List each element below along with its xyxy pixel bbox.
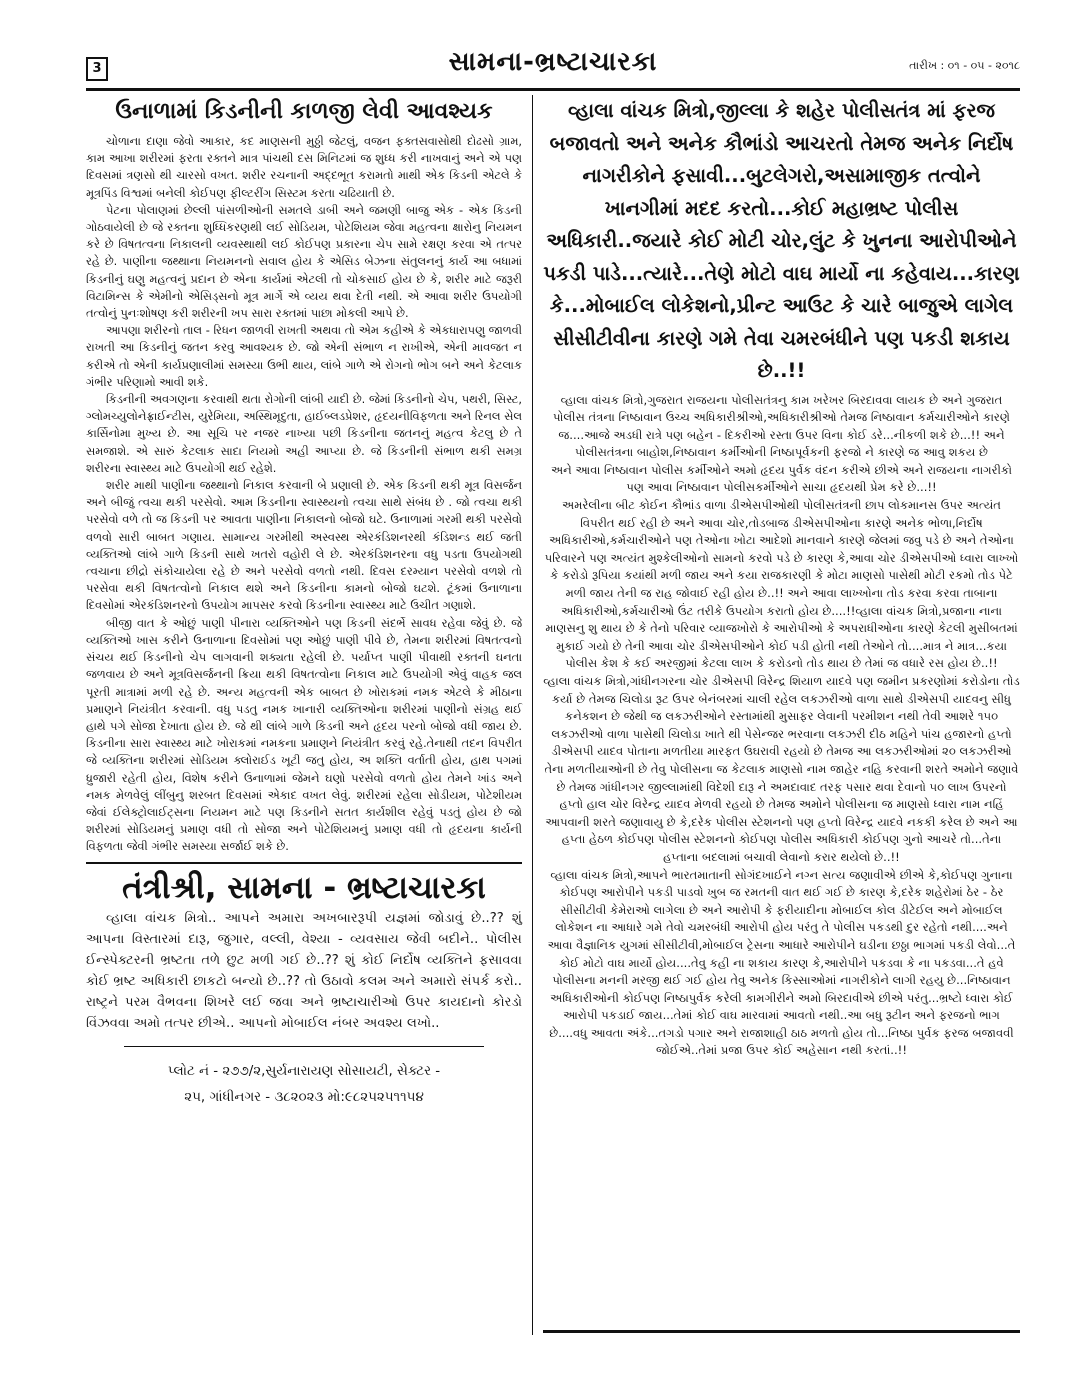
section-divider bbox=[86, 862, 522, 864]
police-paragraph: વ્હાલા વાંચક મિત્રો,ગાંધીનગરના ચોર ડીએસપી વિરેન્દ્ર શિયાળ યાદવે પણ જમીન પ્રકરણોમાં કરોડોના તોડ કર્યા છે તેમજ ચિલોડા રૂટ ઉપર બેનંબરમાં ચાલી રહેલ લકઝરીઓ વાળા સાથે ડીએસપી યાદવનુ સીધુ કનેકશન છે જેથી જ લકઝરીઓને રસ્તામાંથી મુસાફર લેવાની પરમીશન નથી તેવી આશરે ૧૫૦ લકઝરીઓ વાળા પાસેથી ચિલોડા ખાતે થી પેસેન્જર ભરવાના લકઝરી દીઠ મહિને પાંચ હજારનો હપ્તો ડીએસપી યાદવ પોતાના મળતીયા મારફત ઉઘરાવી રહયો છે તેમજ આ લકઝરીઓમાં ૨૦ લકઝરીઓ તેના મળતીયાઓની છે તેવુ પોલીસના જ કેટલાક માણસો નામ જાહેર નહિ કરવાની શરતે અમોને જણાવે છે તેમજ ગાંધીનગર જીલ્લામાંથી વિદેશી દારૂ ને અમદાવાદ તરફ પસાર થવા દેવાનો ૫૦ લાખ ઉપરનો હપ્તો હાલ ચોર વિરેન્દ્ર યાદવ મેળવી રહયો છે તેમજ અમોને પોલીસના જ માણસો ધ્વારા નામ નહિં આપવાની શરતે જણાવાયુ છે કે,દરેક પોલીસ સ્ટેશનનો પણ હપ્તો વિરેન્દ્ર યાદવે નકકી કરેલ છે અને આ હપ્તા હેઠળ કોઈપણ પોલીસ સ્ટેશનનો કોઈપણ પોલીસ અધિકારી કોઈપણ ગુનો આચરે તો...તેના હપ્તાના બદલામાં બચાવી લેવાનો કરાર થયેલો છે..!! bbox=[543, 674, 1020, 864]
issue-date: તારીખ : ૦૧ - ૦૫ - ૨૦૧૮ bbox=[909, 59, 1020, 72]
health-paragraph: બીજી વાત કે ઓછું પાણી પીનારા વ્યક્તિઓને પણ કિડની સંદર્ભે સાવધ રહેવા જેવું છે. જે વ્યક્તિઓ ખાસ કરીને ઉનાળાના દિવસોમાં પણ ઓછું પાણી પીવે છે, તેમના શરીરમાં વિષતત્વનો સંચય થઈ કિડનીનો ચેપ લાગવાની શક્યતા રહેલી છે. પર્યાપ્ત પાણી પીવાથી રક્તની ઘનતા જળવાય છે અને મૂત્રવિસર્જનની ક્રિયા થકી વિષતત્વોના નિકાલ માટે ઉપયોગી એવું વાહક જલ પૂરતી માત્રામાં મળી રહે છે. અન્ય મહત્વની એક બાબત છે ખોરાકમાં નમક એટલે કે મીઠાના પ્રમાણને નિયંત્રીત કરવાની. વધુ પડતુ નમક ખાનારી વ્યક્તિઓના શરીરમાં પાણીનો સંગ્રહ થઈ હાથે પગે સોજા દેખાતા હોય છે. જે થી લાંબે ગાળે કિડની અને હૃદય પરનો બોજો વધી જાય છે. કિડનીના સારા સ્વાસ્થ્ય માટે ખોરાકમાં નમકના પ્રમાણને નિયંત્રીત કરવું રહે.તેનાથી તદન વિપરીત જે વ્યક્તિના શરીરમાં સોડિયમ ક્લોરાઈડ ખૂટી જતુ હોય, અ શક્તિ વર્તાતી હોય, હાથ પગમાં ધ્રુજારી રહેતી હોય, વિશેષ કરીને ઉનાળામાં જેમને ઘણો પરસેવો વળતો હોય તેમને ખાંડ અને નમક મેળવેલું લીંબુનુ શરબત દિવસમાં એકાદ વખત લેવું. શરીરમાં રહેલા સોડીયમ, પોટેશીયમ જેવાં ઈલેક્ટ્રોલાઈટ્સના નિયમન માટે પણ કિડનીને સતત કાર્યશીલ રહેવું પડતું હોય છે જો શરીરમાં સોડિયમનું પ્રમાણ વધી તો સોજા અને પોટેશિયમનું પ્રમાણ વધી તો હૃદયના કાર્યની વિફળતા જેવી ગંભીર સમસ્યા સર્જાઈ શકે છે. bbox=[86, 615, 522, 854]
police-paragraph: વ્હાલા વાંચક મિત્રો,આપને ભારતમાતાની સોગંદખાઈને નગ્ન સત્ય જણાવીએ છીએ કે,કોઈપણ ગુનાના કોઈપણ આરોપીને પકડી પાડવો ખુબ જ રમતની વાત થઈ ગઈ છે કારણ કે,દરેક શહેરોમાં ઠેર - ઠેર સીસીટીવી કેમેરાઓ લાગેલા છે અને આરોપી કે ફરીયાદીના મોબાઈલ કોલ ડીટેઈલ અને મોબાઈલ લોકેશન ના આધારે ગમે તેવો ચમરબંધી આરોપી હોય પરંતુ તે પોલીસ પકડથી દુર રહેતો નથી....અને આવા વૈજ્ઞાનિક યુગમાં સીસીટીવી,મોબાઈલ ટ્રેસના આધારે આરોપીને ઘડીના છઠ્ઠા ભાગમાં પકડી લેવો...તે કોઈ મોટો વાઘ માર્યો હોય....તેવુ કહી ના શકાય કારણ કે,આરોપીને પકડવા કે ના પકડવા...તે હવે પોલીસના મનની મરજી થઈ ગઈ હોય તેવુ અનેક કિસ્સાઓમાં નાગરીકોને લાગી રહયુ છે...નિષ્ઠાવાન અધિકારીઓની કોઈપણ નિષ્ઠાપુર્વક કરેલી કામગીરીને અમો બિરદાવીએ છીએ પરંતુ...ભ્રષ્ટો ધ્વારા કોઈ આરોપી પકડાઈ જાય...તેમાં કોઈ વાઘ મારવામાં આવતો નથી..આ બધુ રૂટીન અને ફરજનો ભાગ છે....વધુ આવતા અંકે...તગડો પગાર અને રાજાશાહી ઠાઠ મળતો હોય તો...નિષ્ઠા પુર્વક ફરજ બજાવવી જોઈએ..તેમાં પ્રજા ઉપર કોઈ અહેસાન નથી કરતાં..!! bbox=[547, 867, 1016, 1058]
health-paragraph: આપણા શરીરનો તાલ - રિધન જાળવી રાખતી અથવા તો એમ કહીએ કે એકધારાપણુ જાળવી રાખતી આ કિડનીનું જતન કરવુ આવશ્યક છે. જો એની સંભાળ ન રાખીએ, એની માવજત ન કરીએ તો એની કાર્યપ્રણાલીમાં સમસ્યા ઉભી થાય, લાંબે ગાળે એ રોગનો ભોગ બને અને કેટલાક ગંભીર પરિણામો આવી શકે. bbox=[86, 323, 522, 389]
office-address bbox=[86, 1059, 522, 1111]
address-divider bbox=[124, 1046, 484, 1047]
editor-appeal-heading: તંત્રીશ્રી, સામના - ભ્રષ્ટાચારકા bbox=[122, 869, 486, 906]
police-article-body bbox=[543, 392, 1020, 1061]
police-paragraph: અમરેલીના બીટ કોઈન કૌભાંડ વાળા ડીએસપીઓથી પોલીસતંત્રની છાપ લોકમાનસ ઉપર અત્યંત વિપરીત થઈ રહી છે અને આવા ચોર,તોડબાજ ડીએસપીઓના કારણે અનેક ભોળા,નિર્દોષ અધિકારીઓ,કર્મચારીઓને પણ તેઓના ખોટા આદેશો માનવાને કારણે જેલમાં જવુ પડે છે અને તેઓના પરિવારને પણ અત્યંત મુશ્કેલીઓનો સામનો કરવો પડે છે કારણ કે,આવા ચોર ડીએસપીઓ ધ્વારા લાખ્ખો કે કરોડો રૂપિયા કયાંથી મળી જાય અને કયા રાજકારણી કે મોટા માણસો પાસેથી મોટી રકમો તોડ પેટે મળી જાય તેની જ રાહ જોવાઈ રહી હોય છે..!! અને આવા લાખ્ખોના તોડ કરવા કરવા તાબાના અધિકારીઓ,કર્મચારીઓ ઉંટ તરીકે ઉપયોગ કરાતો હોય છે....!!વ્હાલા વાંચક મિત્રો,પ્રજાના નાના માણસનુ શુ થાય છે કે તેનો પરિવાર વ્યાજખોરો કે આરોપીઓ કે અપરાધીઓના કારણે કેટલી મુસીબતમાં મુકાઈ ગયો છે તેની આવા ચોર ડીએસપીઓને કોઈ પડી હોતી નથી તેઓને તો....માત્ર ને માત્ર...કયા પોલીસ કેશ કે કઈ અરજીમાં કેટલા લાખ કે કરોડનો તોડ થાય છે તેમાં જ વધારે રસ હોય છે..!! bbox=[544, 498, 1019, 671]
police-paragraph: અને આવા નિષ્ઠાવાન પોલીસ કર્મીઓને અમો હૃદય પુર્વક વંદન કરીએ છીએ અને રાજયના નાગરીકો પણ આવા નિષ્ઠાવાન પોલીસકર્મીઓને સાચા હૃદયથી પ્રેમ કરે છે...!! bbox=[550, 462, 1013, 495]
address-line: પ્લોટ નં - ૨૭૭/૨,સુર્યનારાયણ સોસાયટી, સેક્ટર - bbox=[167, 1063, 441, 1079]
editor-appeal-body: વ્હાલા વાંચક મિત્રો.. આપને અમારા અખબારરૂપી યજ્ઞમાં જોડાવું છે..?? શું આપના વિસ્તારમાં દારૂ, જુગાર, વલ્લી, વેશ્યા - વ્યવસાય જેવી બદીને.. પોલીસ ઈન્સ્પેક્ટરની ભ્રષ્ટતા તળે છુટ મળી ગઈ છે..?? શું કોઈ નિર્દોષ વ્યક્તિને ફસાવવા કોઈ ભ્રષ્ટ અધિકારી છાકટો બન્યો છે..?? તો ઉઠાવો કલમ અને અમારો સંપર્ક કરો.. રાષ્ટ્રને પરમ વૈભવના શિખરે લઈ જવા અને ભ્રષ્ટાચારીઓ ઉપર કાયદાનો કોરડો વિંઝવવા અમો તત્પર છીએ.. આપનો મોબાઈલ નંબર અવશ્ય લખો.. bbox=[86, 910, 522, 1031]
masthead bbox=[86, 47, 1020, 85]
header-rule bbox=[86, 88, 1020, 91]
right-column bbox=[543, 95, 1020, 1060]
health-article-body bbox=[86, 133, 522, 856]
address-line: ૨૫, ગાંધીનગર - ૩૮૨૦૨૩ મો:૯૮૨૫૨૫૧૧૫૪ bbox=[184, 1089, 424, 1105]
health-paragraph: કિડનીની અવગણના કરવાથી થતા રોગોની લાંબી યાદી છે. જેમાં કિડનીનો ચેપ, પથરી, સિસ્ટ, ગ્લોમચ્યુલોનેફ્રાઈન્ટીસ, યુરેમિયા, અસ્થિમૃદુતા, હાઈબ્લડપ્રેશર, હૃદયનીવિફળતા અને રિનલ સેલ કાર્સિનોમા મુખ્ય છે. આ સૂચિ પર નજર નાખ્યા પછી કિડનીના જતનનું મહત્વ કેટલુ છે તે સમજાશે. એ સારું કેટલાક સાદા નિયમો અહી આપ્યા છે. જે કિડનીની સંભાળ થકી સમગ્ર શરીરના સ્વાસ્થ્ય માટે ઉપયોગી થઈ રહેશે. bbox=[86, 392, 522, 475]
police-article-headline: વ્હાલા વાંચક મિત્રો,જીલ્લા કે શહેર પોલીસતંત્ર માં ફરજ બજાવતો અને અનેક કૌભાંડો આચરતો તેમજ અનેક નિર્દોષ નાગરીકોને ફસાવી...બુટલેગરો,અસામાજીક તત્વોને ખાનગીમાં મદદ કરતો...કોઈ મહાભ્રષ્ટ પોલીસ અધિકારી..જયારે કોઈ મોટી ચોર,લુંટ કે ખુનના આરોપીઓને પકડી પાડે...ત્યારે...તેણે મોટો વાઘ માર્યો ના કહેવાય...કારણ કે...મોબાઈલ લોકેશનો,પ્રીન્ટ આઉટ કે ચારે બાજુએ લાગેલ સીસીટીવીના કારણે ગમે તેવા ચમરબંધીને પણ પકડી શકાય છે..!! bbox=[543, 99, 1020, 382]
health-paragraph: શરીર માથી પાણીના જથ્થાનો નિકાલ કરવાની બે પ્રણાલી છે. એક કિડની થકી મૂત્ર વિસર્જન અને બીજું ત્વચા થકી પરસેવો. આમ કિડનીના સ્વાસ્થ્યનો ત્વચા સાથે સંબંધ છે . જો ત્વચા થકી પરસેવો વળે તો જ કિડની પર આવતા પાણીના નિકાલનો બોજો ઘટે. ઉનાળામાં ગરમી થકી પરસેવો વળવો સારી બાબત ગણાય. સામાન્ય ગરમીથી અસ્વસ્થ એરકંડિશનરથી કંડિશન્ડ થઈ જતી વ્યક્તિઓ લાંબે ગાળે કિડની સાથે ખતરો વહોરી લે છે. એરકંડિશનરના વધુ પડતા ઉપયોગથી ત્વચાના છીદ્રો સંકોચાયેલા રહે છે અને પરસેવો વળતો નથી. દિવસ દરમ્યાન પરસેવો વળશે તો પરસેવા થકી વિષતત્વોનો નિકાલ થશે અને કિડનીના કામનો બોજો ઘટશે. ટૂંકમાં ઉનાળાના દિવસોમાં એરકંડિશનરનો ઉપયોગ માપસર કરવો કિડનીના સ્વાસ્થ્ય માટે ઉચીત ગણાશે. bbox=[86, 478, 522, 613]
police-paragraph: વ્હાલા વાંચક મિત્રો,ગુજરાત રાજયના પોલીસતંત્રનુ કામ ખરેખર બિરદાવવા લાયક છે અને ગુજરાત પોલીસ તંત્રના નિષ્ઠાવાન ઉચ્ચ અધિકારીશ્રીઓ,અધિકારીશ્રીઓ તેમજ નિષ્ઠાવાન કર્મચારીઓને કારણે જ....આજે અડધી રાત્રે પણ બહેન - દિકરીઓ રસ્તા ઉપર વિના કોઈ ડરે...નીકળી શકે છે...!! અને પોલીસતંત્રના બાહોશ,નિષ્ઠાવાન કર્મીઓની નિષ્ઠાપૂર્વકની ફરજો ને કારણે જ આવુ શકય છે bbox=[552, 392, 1011, 460]
health-paragraph: ચોળાના દાણા જેવો આકાર, કદ માણસની મુઠ્ઠી જેટલું, વજન ફક્તસવાસોથી દોઢસો ગ્રામ, કામ આખા શરીરમાં ફરતા રક્તને માત્ર પાંચથી દસ મિનિટમાં જ શુધ્ધ કરી નાખવાનું અને એ પણ દિવસમાં ત્રણસો થી ચારસો વખત. શરીર રચનાની અદ્દભૂત કરામતો માથી એક કિડની એટલે કે મૂત્રપિંડ વિશ્વમાં બનેલી કોઈપણ ફીલ્ટરીંગ સિસ્ટમ કરતા ચઢિયાતી છે. bbox=[86, 134, 522, 200]
column-divider bbox=[532, 95, 533, 1335]
newspaper-title: સામના-ભ્રષ્ટાચારકા bbox=[448, 47, 658, 77]
left-column bbox=[86, 95, 522, 1111]
health-paragraph: પેટના પોલાણમાં છેલ્લી પાંસળીઓની સમતલે ડાબી અને જમણી બાજુ એક - એક કિડની ગોઠવાયેલી છે જે રક્તના શુધ્ધિકરણથી લઈ સોડિયમ, પોટેશિયમ જેવા મહત્વના ક્ષારોનુ નિયમન કરે છે વિષતત્વના નિકાલની વ્યવસ્થાથી લઈ કોઈપણ પ્રકારના ચેપ સામે રક્ષણ કરવા એ તત્પર રહે છે. પાણીના જથ્થાના નિયમનનો સવાલ હોય કે એસિડ બેઝના સંતુલનનું કાર્ય આ બધામાં કિડનીનું ઘણુ મહત્વનું પ્રદાન છે એના કાર્યમાં એટલી તો ચોકસાઈ હોય છે કે, શરીર માટે જરૂરી વિટામિન્સ કે એમીનો એસિડ્સનો મૂત્ર માર્ગે એ વ્યય થવા દેતી નથી. એ આવા શરીર ઉપયોગી તત્વોનું પુનઃશોષણ કરી શરીરની ખપ સારા રક્તમાં પાછા મોકલી આપે છે. bbox=[86, 202, 522, 321]
page-number: 3 bbox=[86, 57, 108, 81]
health-article-headline: ઉનાળામાં કિડનીની કાળજી લેવી આવશ્યક bbox=[115, 99, 493, 124]
footer-rule bbox=[543, 1330, 1020, 1333]
